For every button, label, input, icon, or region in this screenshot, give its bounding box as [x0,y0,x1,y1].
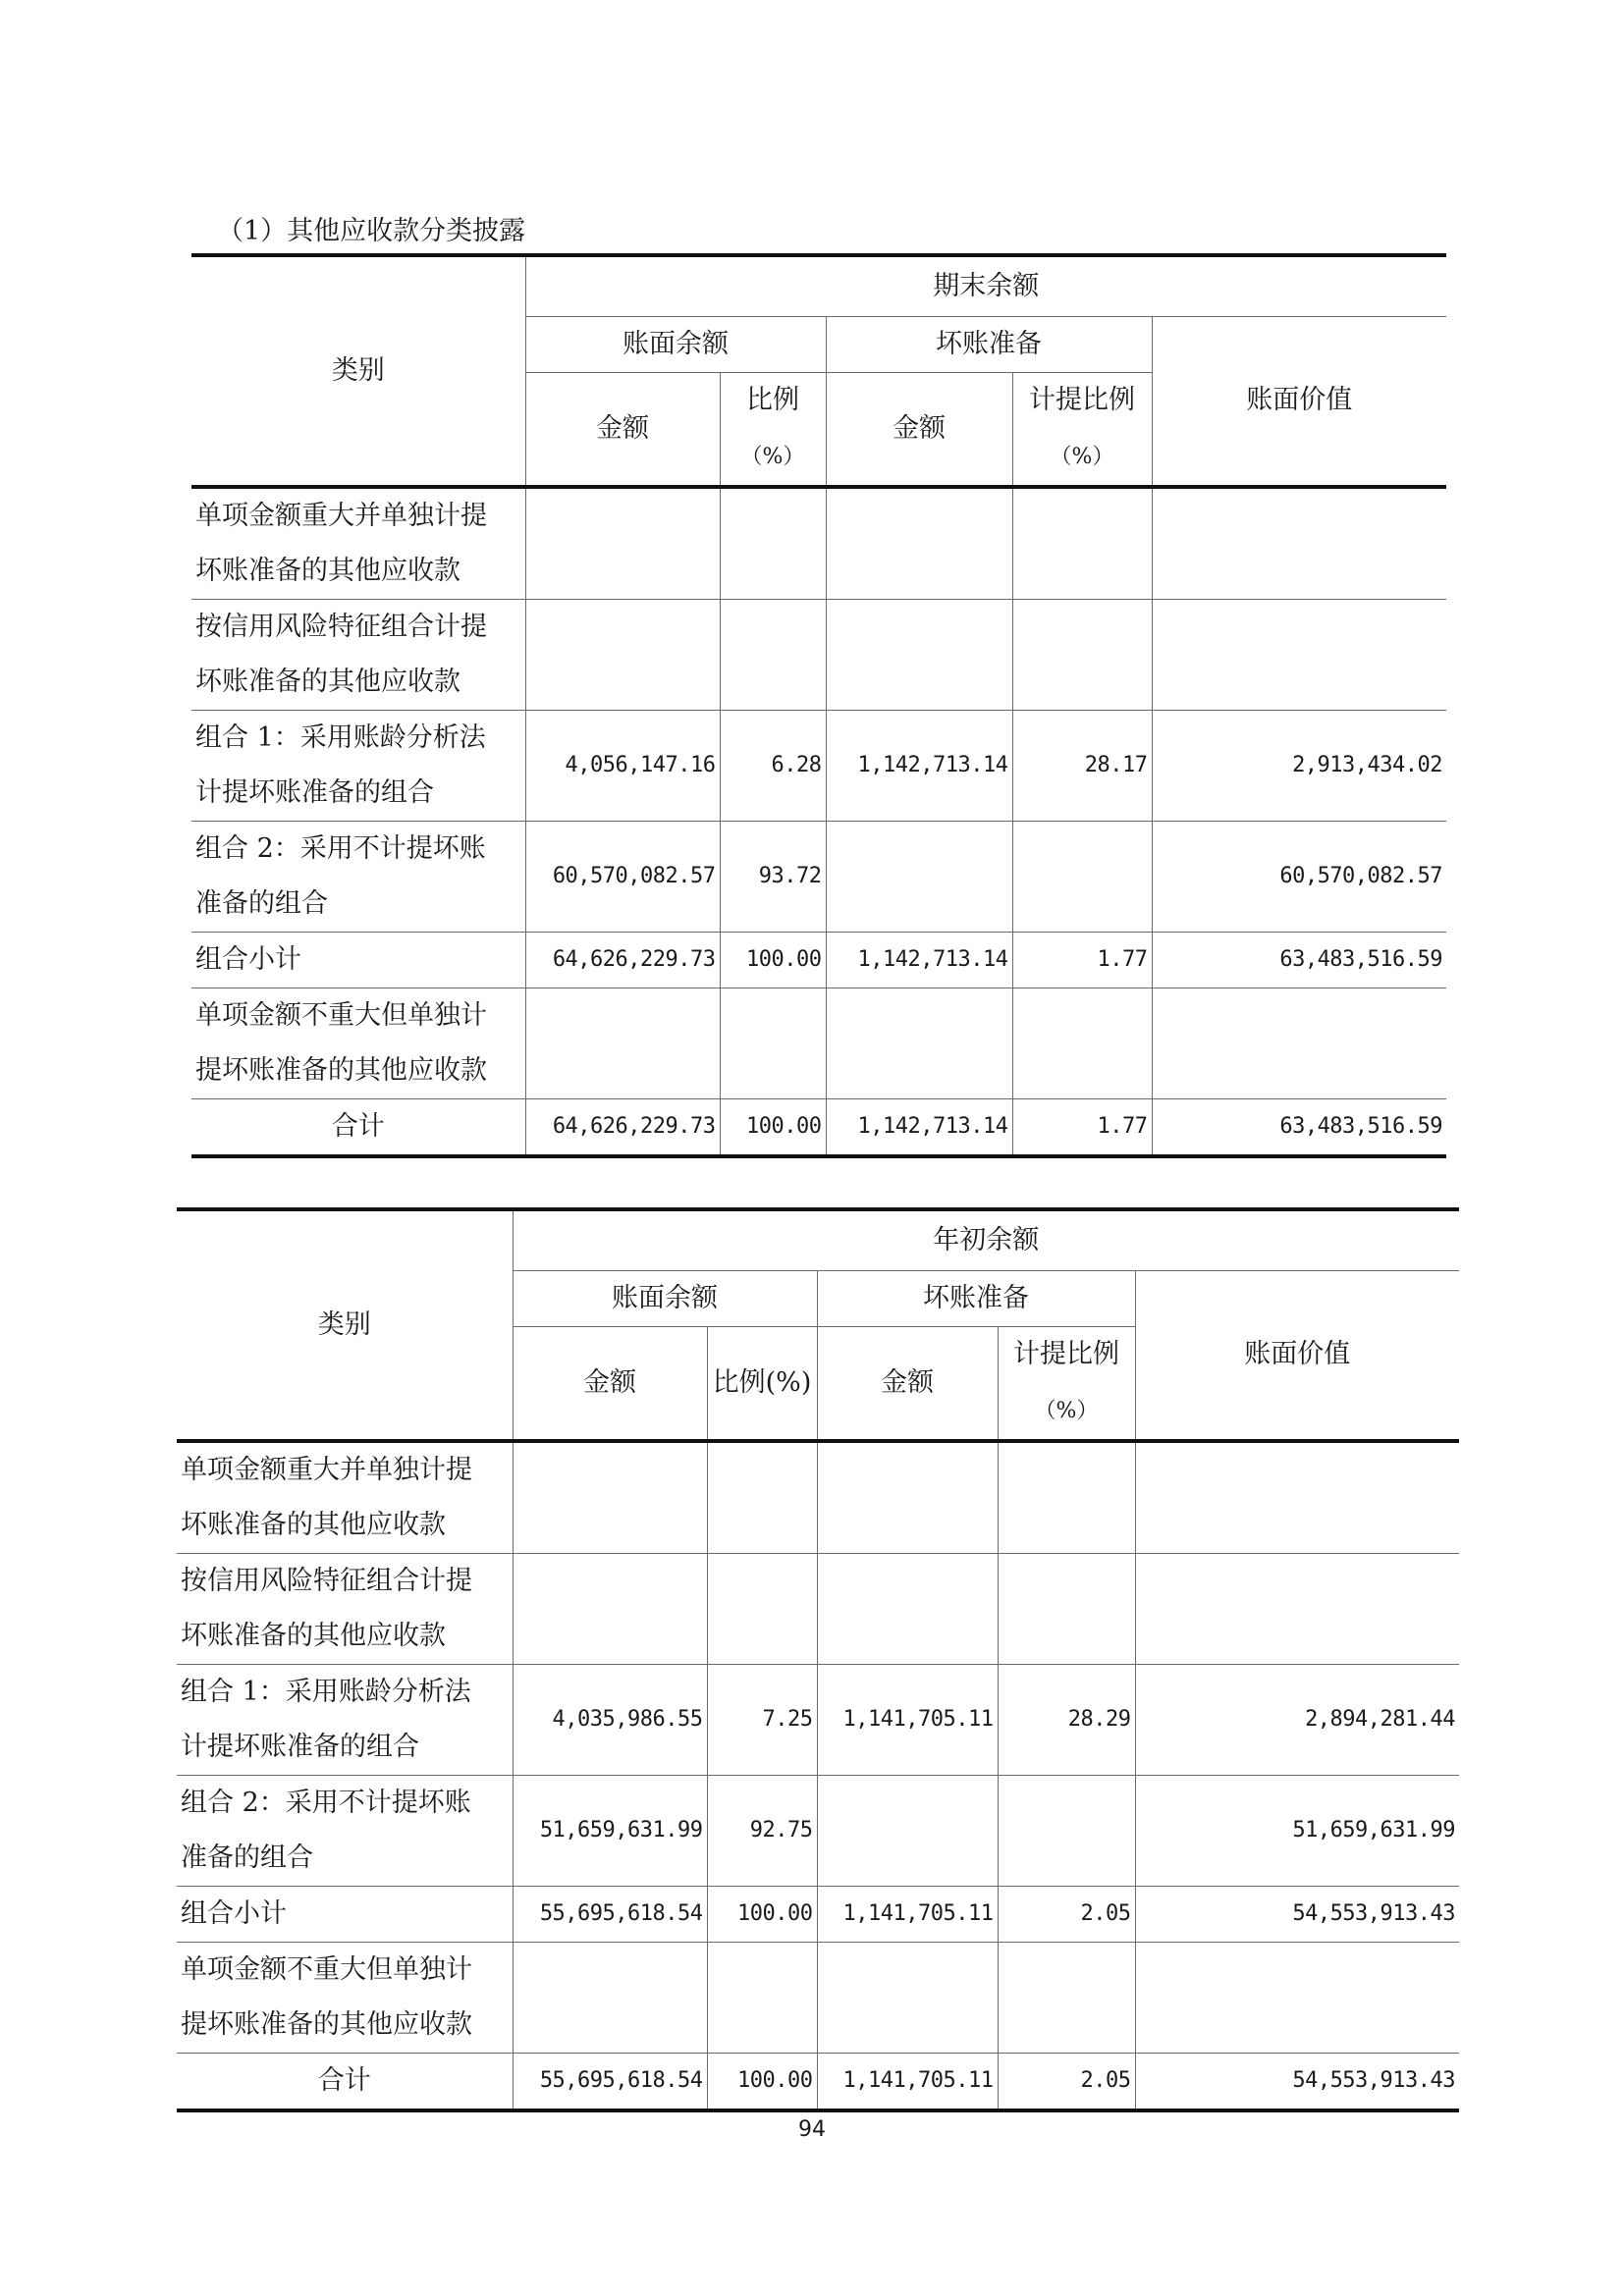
row-category [191,487,525,600]
cell-bd-ratio [1012,821,1152,932]
cell-ratio: 100.00 [707,2053,817,2110]
row-category [191,710,525,821]
row-category-line1: 按信用风险特征组合计提 [195,611,487,642]
row-category-line2: 计提坏账准备的组合 [195,776,434,808]
row-category-line2: 计提坏账准备的组合 [181,1731,419,1762]
row-category-line2: 坏账准备的其他应收款 [181,1509,446,1540]
header-ratio [720,372,826,487]
row-category [177,1553,513,1664]
row-category-line1: 组合 1：采用账龄分析法 [181,1676,471,1707]
row-category-line2: 提坏账准备的其他应收款 [195,1054,487,1086]
table-row [177,1664,1459,1775]
header-provision-ratio [1012,372,1152,487]
header-bd-amount: 金额 [817,1326,998,1441]
cell-book-value: 63,483,516.59 [1152,932,1446,988]
cell-book-value [1135,1942,1459,2053]
header-book-value: 账面价值 [1152,316,1446,487]
cell-book-value: 60,570,082.57 [1152,821,1446,932]
table-row [191,1098,1446,1156]
cell-amount: 64,626,229.73 [525,1098,720,1156]
header-category: 类别 [177,1209,513,1441]
cell-book-value: 54,553,913.43 [1135,1886,1459,1942]
row-category-line1: 组合 2：采用不计提坏账 [181,1787,471,1818]
cell-amount: 4,056,147.16 [525,710,720,821]
header-book-balance: 账面余额 [513,1270,817,1326]
header-bad-debt: 坏账准备 [826,316,1152,372]
cell-amount: 4,035,986.55 [513,1664,707,1775]
cell-bd-amount [826,599,1012,710]
row-category-line2: 坏账准备的其他应收款 [195,666,460,697]
cell-amount [525,487,720,600]
cell-bd-ratio: 2.05 [998,1886,1135,1942]
cell-ratio: 100.00 [720,1098,826,1156]
header-provision-ratio-unit: （%） [1034,1398,1099,1423]
cell-ratio: 7.25 [707,1664,817,1775]
cell-amount: 55,695,618.54 [513,1886,707,1942]
cell-bd-amount [817,1441,998,1554]
header-book-balance: 账面余额 [525,316,826,372]
row-category-line1: 按信用风险特征组合计提 [181,1565,472,1596]
header-ratio-label: 比例 [746,384,799,415]
row-category [177,1664,513,1775]
header-bd-amount: 金额 [826,372,1012,487]
cell-book-value [1152,599,1446,710]
cell-bd-amount: 1,141,705.11 [817,1664,998,1775]
cell-bd-ratio [998,1775,1135,1886]
row-category-line1: 单项金额不重大但单独计 [181,1953,472,1985]
row-category-line1: 合计 [317,2064,371,2096]
cell-book-value [1152,487,1446,600]
header-provision-ratio-label: 计提比例 [1029,384,1135,415]
header-provision-ratio [998,1326,1135,1441]
cell-bd-ratio [998,1942,1135,2053]
row-category-line1: 组合 2：采用不计提坏账 [195,832,486,864]
cell-ratio: 6.28 [720,710,826,821]
cell-bd-amount [826,988,1012,1098]
cell-amount: 51,659,631.99 [513,1775,707,1886]
cell-bd-ratio [998,1441,1135,1554]
cell-bd-amount: 1,142,713.14 [826,1098,1012,1156]
cell-bd-ratio: 28.17 [1012,710,1152,821]
table-row [191,988,1446,1098]
cell-book-value: 54,553,913.43 [1135,2053,1459,2110]
row-category-line1: 单项金额不重大但单独计 [195,999,487,1031]
cell-book-value: 63,483,516.59 [1152,1098,1446,1156]
cell-bd-amount: 1,141,705.11 [817,2053,998,2110]
cell-ratio [707,1553,817,1664]
end-balance-table [191,253,1446,1158]
row-category-line1: 单项金额重大并单独计提 [181,1454,472,1485]
row-category [191,821,525,932]
cell-bd-amount: 1,142,713.14 [826,710,1012,821]
cell-book-value: 2,894,281.44 [1135,1664,1459,1775]
cell-amount [513,1553,707,1664]
header-period: 期末余额 [525,255,1446,316]
begin-balance-table [177,1207,1459,2112]
cell-ratio: 92.75 [707,1775,817,1886]
header-amount: 金额 [513,1326,707,1441]
page-number: 94 [798,2117,826,2142]
cell-amount [525,988,720,1098]
cell-book-value [1135,1553,1459,1664]
cell-book-value: 51,659,631.99 [1135,1775,1459,1886]
cell-bd-ratio: 1.77 [1012,932,1152,988]
cell-bd-amount [826,487,1012,600]
header-provision-ratio-unit: （%） [1050,444,1114,469]
cell-amount [525,599,720,710]
row-category [191,932,525,988]
table-row [191,932,1446,988]
cell-bd-amount [817,1942,998,2053]
cell-bd-amount: 1,141,705.11 [817,1886,998,1942]
cell-bd-ratio: 2.05 [998,2053,1135,2110]
cell-bd-amount [817,1553,998,1664]
row-category-line1: 组合小计 [181,1897,287,1929]
cell-ratio [720,599,826,710]
table-row [191,821,1446,932]
row-category-line2: 准备的组合 [181,1842,313,1873]
cell-ratio [720,487,826,600]
cell-ratio [707,1441,817,1554]
row-category [177,1775,513,1886]
cell-ratio: 93.72 [720,821,826,932]
row-category [177,1942,513,2053]
row-category-line2: 准备的组合 [195,887,328,919]
table-row [177,1441,1459,1554]
table-row [191,710,1446,821]
header-provision-ratio-label: 计提比例 [1013,1338,1119,1369]
row-category-line1: 组合小计 [195,943,301,975]
header-category: 类别 [191,255,525,487]
row-category [177,1441,513,1554]
row-category-line2: 坏账准备的其他应收款 [181,1620,446,1651]
cell-bd-ratio [1012,988,1152,1098]
cell-book-value: 2,913,434.02 [1152,710,1446,821]
section-title: （1）其他应收款分类披露 [217,216,526,246]
row-category [191,1098,525,1156]
cell-bd-amount [817,1775,998,1886]
cell-amount: 60,570,082.57 [525,821,720,932]
cell-bd-amount: 1,142,713.14 [826,932,1012,988]
row-category-line2: 提坏账准备的其他应收款 [181,2008,472,2040]
row-category-line2: 坏账准备的其他应收款 [195,555,460,586]
table-row [177,1775,1459,1886]
row-category [177,2053,513,2110]
row-category [191,988,525,1098]
row-category-line1: 单项金额重大并单独计提 [195,500,487,531]
row-category-line1: 合计 [331,1110,385,1142]
row-category-line1: 组合 1：采用账龄分析法 [195,721,486,753]
cell-book-value [1152,988,1446,1098]
header-book-value: 账面价值 [1135,1270,1459,1441]
header-ratio: 比例(%) [707,1326,817,1441]
table-row [191,599,1446,710]
header-period: 年初余额 [513,1209,1459,1270]
cell-bd-ratio: 1.77 [1012,1098,1152,1156]
cell-bd-amount [826,821,1012,932]
cell-ratio: 100.00 [707,1886,817,1942]
table-row [177,1553,1459,1664]
cell-bd-ratio [1012,487,1152,600]
table-row [191,487,1446,600]
cell-amount: 55,695,618.54 [513,2053,707,2110]
cell-bd-ratio [998,1553,1135,1664]
cell-book-value [1135,1441,1459,1554]
header-ratio-unit: （%） [740,444,805,469]
header-amount: 金额 [525,372,720,487]
cell-ratio [720,988,826,1098]
table-row [177,1886,1459,1942]
header-bad-debt: 坏账准备 [817,1270,1135,1326]
cell-ratio: 100.00 [720,932,826,988]
cell-ratio [707,1942,817,2053]
cell-amount [513,1942,707,2053]
table-row [177,2053,1459,2110]
cell-bd-ratio [1012,599,1152,710]
row-category [177,1886,513,1942]
cell-amount: 64,626,229.73 [525,932,720,988]
table-row [177,1942,1459,2053]
row-category [191,599,525,710]
cell-bd-ratio: 28.29 [998,1664,1135,1775]
cell-amount [513,1441,707,1554]
